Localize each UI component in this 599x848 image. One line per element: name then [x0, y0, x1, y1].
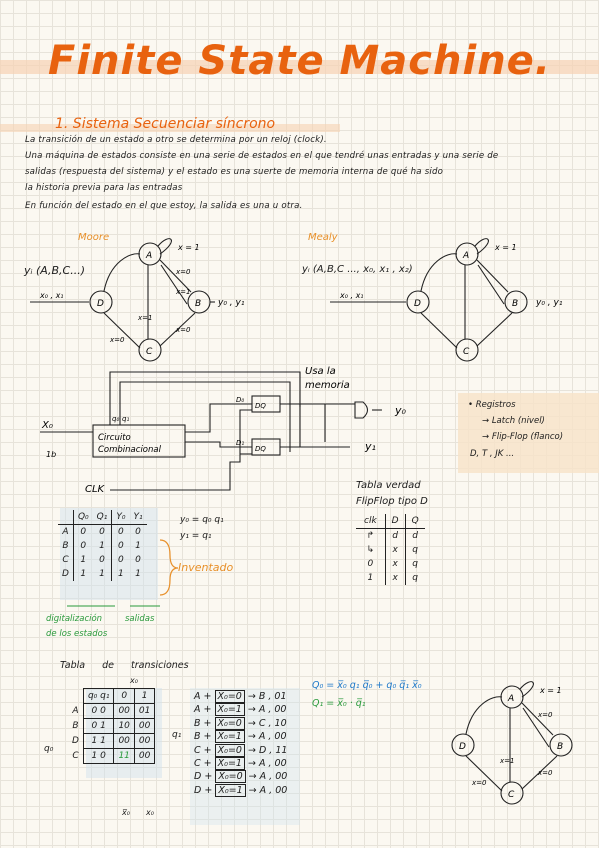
moore-label: Moore	[78, 232, 110, 243]
digitalization-label-1: digitalización	[46, 614, 103, 624]
moore-input: x₀ , x₁	[40, 291, 64, 300]
svg-text:B: B	[557, 742, 564, 752]
transition-list	[194, 690, 287, 797]
edge-label: x=0	[110, 336, 125, 344]
registers-title: • Registros	[468, 400, 516, 410]
registers-latch: → Latch (nivel)	[482, 416, 545, 426]
paragraph-line: En función del estado en el que estoy, la salida es una u otra.	[25, 201, 303, 211]
equation-y0: y₀ = q₀ q₁	[180, 515, 224, 525]
memory-note-1: Usa la	[305, 366, 336, 377]
self-loop-label: x = 1	[178, 243, 200, 252]
list-item: B + X₀=1 → A , 00	[194, 731, 287, 743]
q1-row-label: q₁	[172, 730, 182, 740]
table-row: ↱ d d	[356, 529, 425, 544]
block-label-1: Circuito	[98, 433, 131, 443]
self-loop-arrow	[158, 239, 171, 254]
equation-q1: Q₁ = x̅₀ · q̅₁	[312, 698, 366, 709]
state-a-label: A	[146, 251, 153, 261]
page-title: Finite State Machine.	[48, 38, 551, 84]
moore-outputs: y₀ , y₁	[218, 298, 245, 308]
table-row: D 1 1 00 00	[68, 734, 155, 749]
svg-text:A: A	[508, 694, 515, 704]
state-d-label: D	[97, 299, 104, 309]
transitions-title: Tabla de transiciones	[60, 660, 189, 671]
ff-table-title-2: FlipFlop tipo D	[356, 496, 428, 507]
list-item: C + X₀=0 → D , 11	[194, 744, 288, 756]
svg-text:DQ: DQ	[255, 445, 266, 453]
table-header: q₀ q₁ 0 1	[68, 689, 155, 704]
invented-label: Inventado	[178, 561, 234, 574]
paragraph-line: La transición de un estado a otro se determina por un reloj (clock).	[25, 135, 327, 145]
input-x0: X₀	[42, 420, 53, 431]
svg-text:x=0: x=0	[538, 711, 553, 719]
block-label-2: Combinacional	[98, 445, 161, 455]
transitions-table	[68, 688, 155, 764]
state-b-label: B	[195, 299, 202, 309]
registers-types: D, T , JK ...	[470, 449, 515, 459]
list-item: D + X₀=0 → A , 00	[194, 771, 288, 783]
and-gate	[355, 402, 368, 418]
paragraph-line: la historia previa para las entradas	[25, 183, 183, 193]
svg-text:x=1: x=1	[500, 757, 515, 765]
clk-label: CLK	[85, 484, 105, 495]
list-item: A + X₀=1 → A , 00	[194, 704, 287, 716]
mealy-input: x₀ , x₁	[340, 291, 364, 300]
edge-label: x=0	[176, 268, 191, 276]
paragraph-line: salidas (respuesta del sistema) y el estado es una suerte de memoria interna de qué ha sido	[25, 167, 444, 177]
list-item: B + X₀=0 → C , 10	[194, 717, 287, 729]
svg-text:C: C	[463, 347, 470, 357]
x0-bar-col: x̅₀	[122, 808, 130, 817]
equation-q0: Q₀ = x̅₀ q₁ q̅₀ + q₀ q̅₁ x̅₀	[312, 680, 422, 691]
bus-width: 1b	[46, 450, 57, 459]
moore-state-diagram	[0, 232, 300, 362]
svg-text:x=0: x=0	[472, 779, 487, 787]
d0-label: D₀	[236, 396, 245, 404]
self-loop-label: x = 1	[495, 243, 517, 252]
edge-label: x=1	[138, 314, 153, 322]
table-header: clk D Q	[356, 514, 425, 529]
svg-text:x=0: x=0	[538, 769, 553, 777]
moore-output-expr: yᵢ (A,B,C...)	[24, 264, 85, 277]
svg-text:B: B	[512, 299, 519, 309]
svg-text:A: A	[463, 251, 470, 261]
table-row: A 0 0 00 01	[68, 704, 155, 719]
q0-row-label: q₀	[44, 744, 54, 754]
memory-note-2: memoria	[305, 380, 350, 391]
ff-truth-table	[356, 514, 425, 585]
edge-label: x=1	[176, 288, 191, 296]
registers-flipflop: → Flip-Flop (flanco)	[482, 432, 564, 442]
x0-col: x₀	[146, 808, 154, 817]
ff-table-title-1: Tabla verdad	[356, 480, 421, 491]
table-row: ↳ x q	[356, 543, 425, 557]
table-row: A 0 0 0 0	[58, 525, 147, 540]
table-header: Q₀ Q₁ Y₀ Y₁	[58, 510, 147, 525]
svg-text:D: D	[459, 742, 466, 752]
list-item: C + X₀=1 → A , 00	[194, 758, 287, 770]
table-row: B 0 1 10 00	[68, 719, 155, 734]
list-item: D + X₀=1 → A , 00	[194, 784, 288, 796]
digitalization-label-2: de los estados	[46, 629, 108, 639]
d1-label: D₁	[236, 439, 245, 447]
state-table	[58, 510, 147, 581]
mealy-outputs: y₀ , y₁	[536, 298, 563, 308]
sequential-circuit-diagram	[0, 362, 460, 497]
fsm-state-diagram-final	[440, 675, 599, 810]
q0-label: q₀	[112, 415, 120, 423]
edge-label: x=0	[176, 326, 191, 334]
svg-text:C: C	[508, 790, 515, 800]
table-row: C 1 0 0 0	[62, 555, 141, 565]
svg-text:x = 1: x = 1	[540, 686, 562, 695]
mealy-output-expr: yᵢ (A,B,C ..., x₀, x₁ , x₂)	[302, 264, 413, 275]
out-y0: y₀	[395, 404, 406, 417]
mealy-state-diagram	[300, 232, 599, 362]
table-row: B 0 1 0 1	[62, 541, 141, 551]
table-row: D 1 1 1 1	[62, 569, 141, 579]
table-row: C 1 0 11 00	[68, 749, 155, 764]
svg-text:DQ: DQ	[255, 402, 266, 410]
state-c-label: C	[146, 347, 153, 357]
paragraph-line: Una máquina de estados consiste en una serie de estados en el que tendré unas entradas y una serie de	[25, 151, 499, 161]
q1-label: q₁	[122, 415, 130, 423]
list-item: A + X₀=0 → B , 01	[194, 691, 287, 702]
out-y1: y₁	[365, 440, 376, 453]
table-row: 1 x q	[356, 571, 425, 585]
x0-header: x₀	[130, 676, 138, 685]
section-heading: 1. Sistema Secuenciar síncrono	[55, 116, 276, 132]
outputs-label: salidas	[125, 614, 155, 624]
mealy-label: Mealy	[308, 232, 338, 243]
table-row: 0 x q	[356, 557, 425, 571]
svg-text:D: D	[414, 299, 421, 309]
equation-y1: y₁ = q₁	[180, 531, 212, 541]
